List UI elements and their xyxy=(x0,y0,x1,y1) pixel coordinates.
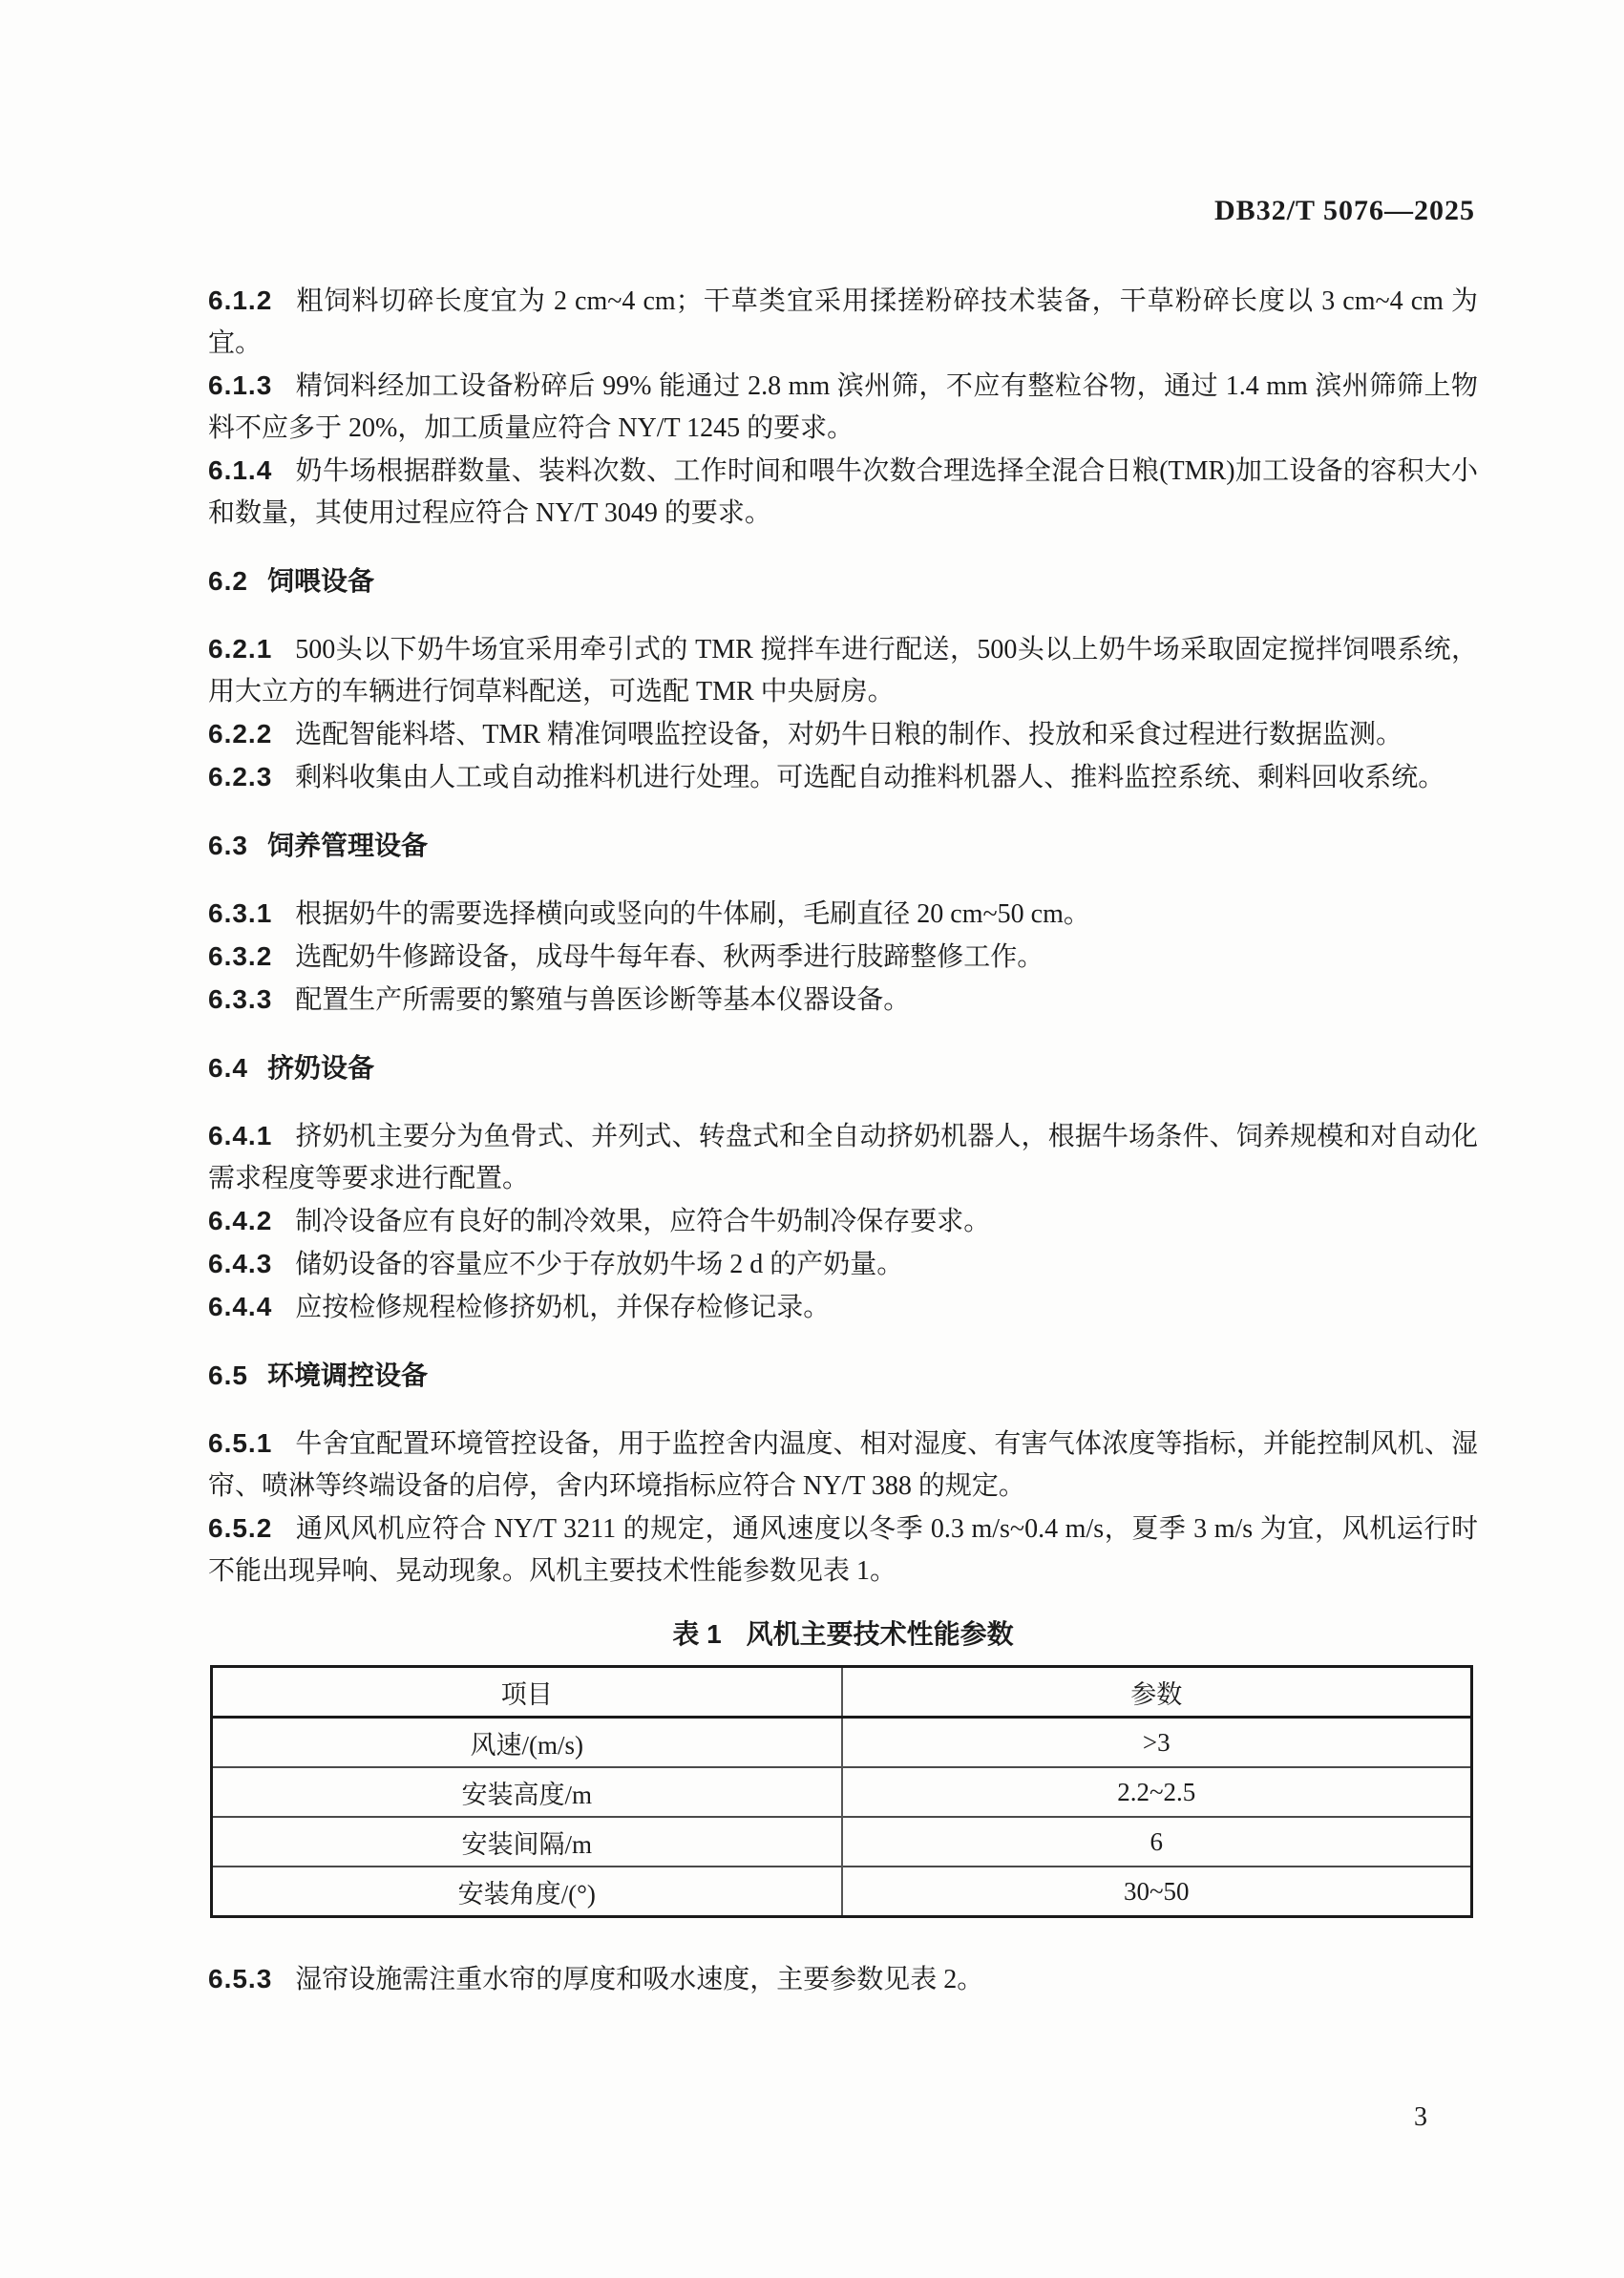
table-row xyxy=(212,1867,1472,1917)
cell-value: 2.2~2.5 xyxy=(842,1767,1472,1817)
cell-value: >3 xyxy=(842,1718,1472,1768)
column-header-item: 项目 xyxy=(212,1667,842,1718)
clause-number: 6.1.3 xyxy=(208,370,273,400)
cell-item: 安装高度/m xyxy=(212,1767,842,1817)
clause-text: 配置生产所需要的繁殖与兽医诊断等基本仪器设备。 xyxy=(295,985,911,1015)
clause-6-2-3 xyxy=(208,756,1478,799)
clause-number: 6.5.1 xyxy=(208,1428,273,1458)
clause-text: 通风风机应符合 NY/T 3211 的规定，通风速度以冬季 0.3 m/s~0.4 m/s，夏季 3 m/s 为宜，风机运行时不能出现异响、晃动现象。风机主要技术性能参数见表 1。 xyxy=(208,1514,1478,1586)
table-row xyxy=(212,1767,1472,1817)
clause-number: 6.1.2 xyxy=(208,285,273,315)
table1 xyxy=(210,1665,1473,1918)
clause-number: 6.4.1 xyxy=(208,1121,273,1150)
document-content xyxy=(208,280,1478,2001)
clause-6-2-1 xyxy=(208,628,1478,713)
heading-number: 6.2 xyxy=(208,566,248,596)
clause-6-5-3 xyxy=(208,1958,1478,2001)
clause-text: 挤奶机主要分为鱼骨式、并列式、转盘式和全自动挤奶机器人，根据牛场条件、饲养规模和对自动化需求程度等要求进行配置。 xyxy=(208,1122,1478,1193)
table-header-row xyxy=(212,1667,1472,1718)
standard-number: DB32/T 5076—2025 xyxy=(1214,195,1475,226)
clause-number: 6.5.2 xyxy=(208,1513,273,1543)
heading-text: 饲养管理设备 xyxy=(266,831,428,860)
clause-6-5-2 xyxy=(208,1508,1478,1592)
clause-number: 6.1.4 xyxy=(208,455,273,485)
clause-text: 选配智能料塔、TMR 精准饲喂监控设备，对奶牛日粮的制作、投放和采食过程进行数据监测。 xyxy=(295,720,1403,749)
cell-value: 30~50 xyxy=(842,1867,1472,1917)
clause-6-3-3 xyxy=(208,979,1478,1022)
section-heading-6-4 xyxy=(208,1047,1478,1089)
heading-text: 挤奶设备 xyxy=(266,1053,374,1083)
clause-number: 6.4.3 xyxy=(208,1249,273,1278)
heading-number: 6.3 xyxy=(208,831,248,860)
cell-value: 6 xyxy=(842,1817,1472,1867)
table1-title-text: 风机主要技术性能参数 xyxy=(746,1619,1014,1649)
clause-text: 牛舍宜配置环境管控设备，用于监控舍内温度、相对湿度、有害气体浓度等指标，并能控制风机、湿帘、喷淋等终端设备的启停，舍内环境指标应符合 NY/T 388 的规定。 xyxy=(208,1429,1478,1501)
clause-number: 6.3.2 xyxy=(208,941,273,971)
clause-text: 奶牛场根据群数量、装料次数、工作时间和喂牛次数合理选择全混合日粮(TMR)加工设备的容积大小和数量，其使用过程应符合 NY/T 3049 的要求。 xyxy=(208,456,1478,528)
clause-number: 6.2.3 xyxy=(208,762,273,791)
clause-6-4-3 xyxy=(208,1243,1478,1286)
clause-6-3-1 xyxy=(208,893,1478,936)
cell-item: 风速/(m/s) xyxy=(212,1718,842,1768)
clause-6-4-4 xyxy=(208,1286,1478,1329)
clause-number: 6.2.2 xyxy=(208,719,273,749)
section-heading-6-3 xyxy=(208,825,1478,867)
heading-number: 6.5 xyxy=(208,1360,248,1390)
clause-number: 6.4.2 xyxy=(208,1206,273,1235)
clause-6-1-2 xyxy=(208,280,1478,365)
clause-6-3-2 xyxy=(208,936,1478,979)
clause-text: 根据奶牛的需要选择横向或竖向的牛体刷，毛刷直径 20 cm~50 cm。 xyxy=(295,899,1090,929)
clause-text: 选配奶牛修蹄设备，成母牛每年春、秋两季进行肢蹄整修工作。 xyxy=(295,942,1044,972)
clause-6-2-2 xyxy=(208,713,1478,756)
table-row xyxy=(212,1718,1472,1768)
clause-number: 6.2.1 xyxy=(208,634,273,664)
clause-6-5-1 xyxy=(208,1423,1478,1508)
clause-number: 6.3.1 xyxy=(208,898,273,928)
table1-title xyxy=(208,1614,1478,1656)
clause-text: 制冷设备应有良好的制冷效果，应符合牛奶制冷保存要求。 xyxy=(295,1207,991,1236)
clause-text: 湿帘设施需注重水帘的厚度和吸水速度，主要参数见表 2。 xyxy=(295,1965,984,1994)
clause-6-4-1 xyxy=(208,1115,1478,1200)
clause-text: 精饲料经加工设备粉碎后 99% 能通过 2.8 mm 滨州筛，不应有整粒谷物，通过 1.4 mm 滨州筛筛上物料不应多于 20%，加工质量应符合 NY/T 1245 的要求。 xyxy=(208,371,1478,443)
clause-text: 应按检修规程检修挤奶机，并保存检修记录。 xyxy=(295,1293,831,1322)
cell-item: 安装间隔/m xyxy=(212,1817,842,1867)
clause-text: 储奶设备的容量应不少于存放奶牛场 2 d 的产奶量。 xyxy=(295,1250,904,1279)
heading-number: 6.4 xyxy=(208,1053,248,1083)
section-heading-6-2 xyxy=(208,560,1478,602)
table1-label: 表 1 xyxy=(672,1619,722,1649)
clause-6-4-2 xyxy=(208,1200,1478,1243)
clause-number: 6.5.3 xyxy=(208,1964,273,1993)
clause-text: 粗饲料切碎长度宜为 2 cm~4 cm；干草类宜采用揉搓粉碎技术装备，干草粉碎长度以 3 cm~4 cm 为宜。 xyxy=(208,286,1478,358)
page-number: 3 xyxy=(1414,2102,1427,2132)
clause-text: 剩料收集由人工或自动推料机进行处理。可选配自动推料机器人、推料监控系统、剩料回收系统。 xyxy=(295,763,1445,792)
section-heading-6-5 xyxy=(208,1355,1478,1397)
column-header-parameter: 参数 xyxy=(842,1667,1472,1718)
heading-text: 饲喂设备 xyxy=(266,566,374,596)
table-row xyxy=(212,1817,1472,1867)
clause-number: 6.3.3 xyxy=(208,984,273,1014)
clause-number: 6.4.4 xyxy=(208,1292,273,1321)
heading-text: 环境调控设备 xyxy=(266,1360,428,1390)
clause-6-1-4 xyxy=(208,450,1478,535)
clause-text: 500头以下奶牛场宜采用牵引式的 TMR 搅拌车进行配送，500头以上奶牛场采取固定搅拌饲喂系统，用大立方的车辆进行饲草料配送，可选配 TMR 中央厨房。 xyxy=(208,635,1478,707)
cell-item: 安装角度/(°) xyxy=(212,1867,842,1917)
clause-6-1-3 xyxy=(208,365,1478,450)
